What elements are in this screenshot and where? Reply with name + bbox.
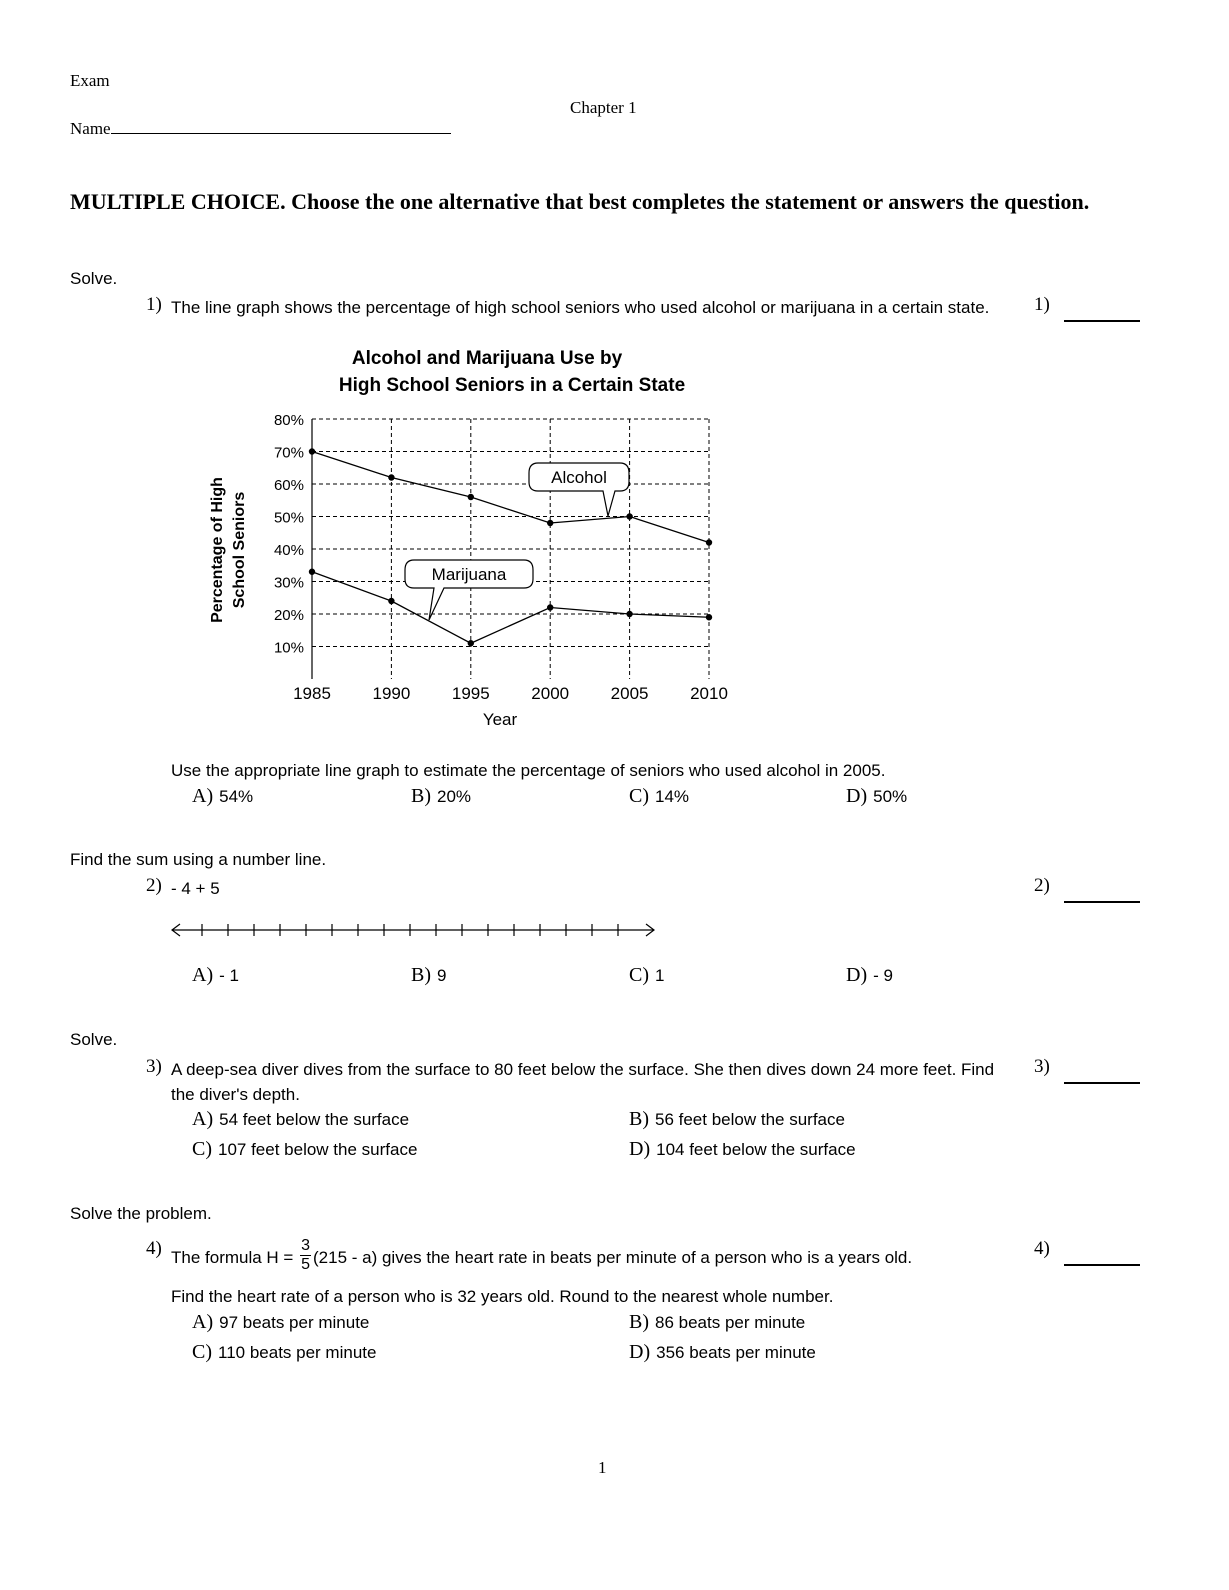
section-label: Solve.	[70, 1030, 118, 1049]
data-point-alcohol	[547, 520, 553, 526]
data-point-alcohol	[468, 494, 474, 500]
exam-label: Exam	[70, 71, 110, 90]
chart-x-ticks	[293, 684, 728, 703]
option-b[interactable]: B) 86 beats per minute	[629, 1311, 806, 1333]
page-number: 1	[598, 1458, 607, 1477]
x-tick-label: 2010	[690, 684, 728, 703]
option-c[interactable]: C) 110 beats per minute	[192, 1341, 377, 1363]
data-point-marijuana	[626, 611, 632, 617]
option-a[interactable]: A) - 1	[192, 964, 239, 986]
callout-alcohol-label: Alcohol	[551, 468, 607, 487]
x-tick-label: 1990	[372, 684, 411, 703]
y-tick-label: 60%	[273, 477, 304, 494]
option-d[interactable]: D) 104 feet below the surface	[629, 1138, 856, 1160]
x-tick-label: 2000	[531, 684, 570, 703]
callout-marijuana-label: Marijuana	[431, 565, 507, 584]
answer-blank[interactable]	[1064, 1082, 1140, 1084]
x-tick-label: 2005	[610, 684, 649, 703]
question-prompt: Use the appropriate line graph to estimate the percentage of seniors who used alcohol in 2005.	[171, 761, 886, 780]
answer-blank[interactable]	[1064, 320, 1140, 322]
chart-title-line2: High School Seniors in a Certain State	[338, 375, 686, 396]
data-point-alcohol	[388, 474, 394, 480]
name-field[interactable]	[70, 119, 451, 139]
question-number: 1)	[146, 294, 162, 315]
data-point-marijuana	[309, 569, 315, 575]
series-line-alcohol	[312, 452, 709, 543]
section-label: Solve.	[70, 269, 118, 288]
chart-series	[309, 448, 712, 646]
y-tick-label: 20%	[273, 607, 304, 624]
data-point-marijuana	[388, 598, 394, 604]
y-tick-label: 30%	[273, 574, 304, 592]
instructions: MULTIPLE CHOICE. Choose the one alternative that best completes the statement or answers the question.	[70, 189, 1090, 214]
section-label: Solve the problem.	[70, 1204, 212, 1223]
answer-number: 4)	[1034, 1238, 1050, 1259]
y-tick-label: 50%	[273, 509, 304, 527]
callout-alcohol	[529, 463, 629, 516]
answer-number: 3)	[1034, 1056, 1050, 1077]
option-d[interactable]: D) 356 beats per minute	[629, 1341, 816, 1363]
chart-grid	[312, 419, 709, 679]
y-tick-label: 40%	[273, 542, 304, 559]
option-a[interactable]: A) 54%	[192, 785, 254, 807]
y-tick-label: 10%	[273, 639, 304, 657]
option-d[interactable]: D) 50%	[846, 785, 908, 807]
option-d[interactable]: D) - 9	[846, 964, 893, 986]
option-b[interactable]: B) 9	[411, 964, 447, 986]
fraction: $\frac{3}{5}$	[301, 1237, 310, 1273]
ylabel-line2: School Seniors	[231, 491, 248, 609]
option-b[interactable]: B) 56 feet below the surface	[629, 1108, 845, 1130]
name-label: Name	[70, 119, 111, 138]
chart-title-line1: Alcohol and Marijuana Use by	[351, 348, 623, 369]
answer-blank[interactable]	[1064, 1264, 1140, 1266]
option-c[interactable]: C) 14%	[629, 785, 690, 807]
question-number: 2)	[146, 875, 162, 896]
question-text: - 4 + 5	[171, 879, 220, 898]
data-point-marijuana	[706, 614, 712, 620]
number-line[interactable]	[168, 918, 660, 942]
ylabel-line1: Percentage of High	[209, 477, 226, 623]
answer-number: 1)	[1034, 294, 1050, 315]
data-point-alcohol	[706, 539, 712, 545]
callout-marijuana	[405, 560, 533, 620]
chart-xlabel: Year	[482, 710, 518, 729]
chart-y-ticks	[274, 412, 304, 657]
question-number: 3)	[146, 1056, 162, 1077]
answer-number: 2)	[1034, 875, 1050, 896]
answer-blank[interactable]	[1064, 901, 1140, 903]
data-point-marijuana	[547, 604, 553, 610]
question-text: A deep-sea diver dives from the surface to 80 feet below the surface. She then dives down 24 more feet. Find the diver's depth.	[171, 1060, 995, 1104]
option-c[interactable]: C) 107 feet below the surface	[192, 1138, 418, 1160]
name-blank[interactable]	[111, 119, 451, 134]
question-number: 4)	[146, 1238, 162, 1259]
option-a[interactable]: A) 97 beats per minute	[192, 1311, 370, 1333]
data-point-alcohol	[309, 448, 315, 454]
line-chart	[200, 340, 760, 740]
chapter-label: Chapter 1	[570, 98, 637, 117]
question-text: The line graph shows the percentage of high school seniors who used alcohol or marijuana in a certain state.	[171, 298, 990, 317]
section-label: Find the sum using a number line.	[70, 850, 327, 869]
chart-ylabel	[209, 477, 248, 623]
y-tick-label: 80%	[273, 412, 304, 429]
option-c[interactable]: C) 1	[629, 964, 665, 986]
option-b[interactable]: B) 20%	[411, 785, 472, 807]
data-point-alcohol	[626, 513, 632, 519]
x-tick-label: 1995	[451, 684, 490, 703]
question-prompt: Find the heart rate of a person who is 32 years old. Round to the nearest whole number.	[171, 1287, 834, 1306]
question-text: The formula H = $\frac{3}{5}$ (215 - a) gives the heart rate in beats per minute of a person who is a years old.	[171, 1237, 913, 1273]
option-a[interactable]: A) 54 feet below the surface	[192, 1108, 410, 1130]
y-tick-label: 70%	[273, 444, 304, 462]
data-point-marijuana	[468, 640, 474, 646]
x-tick-label: 1985	[293, 684, 331, 703]
